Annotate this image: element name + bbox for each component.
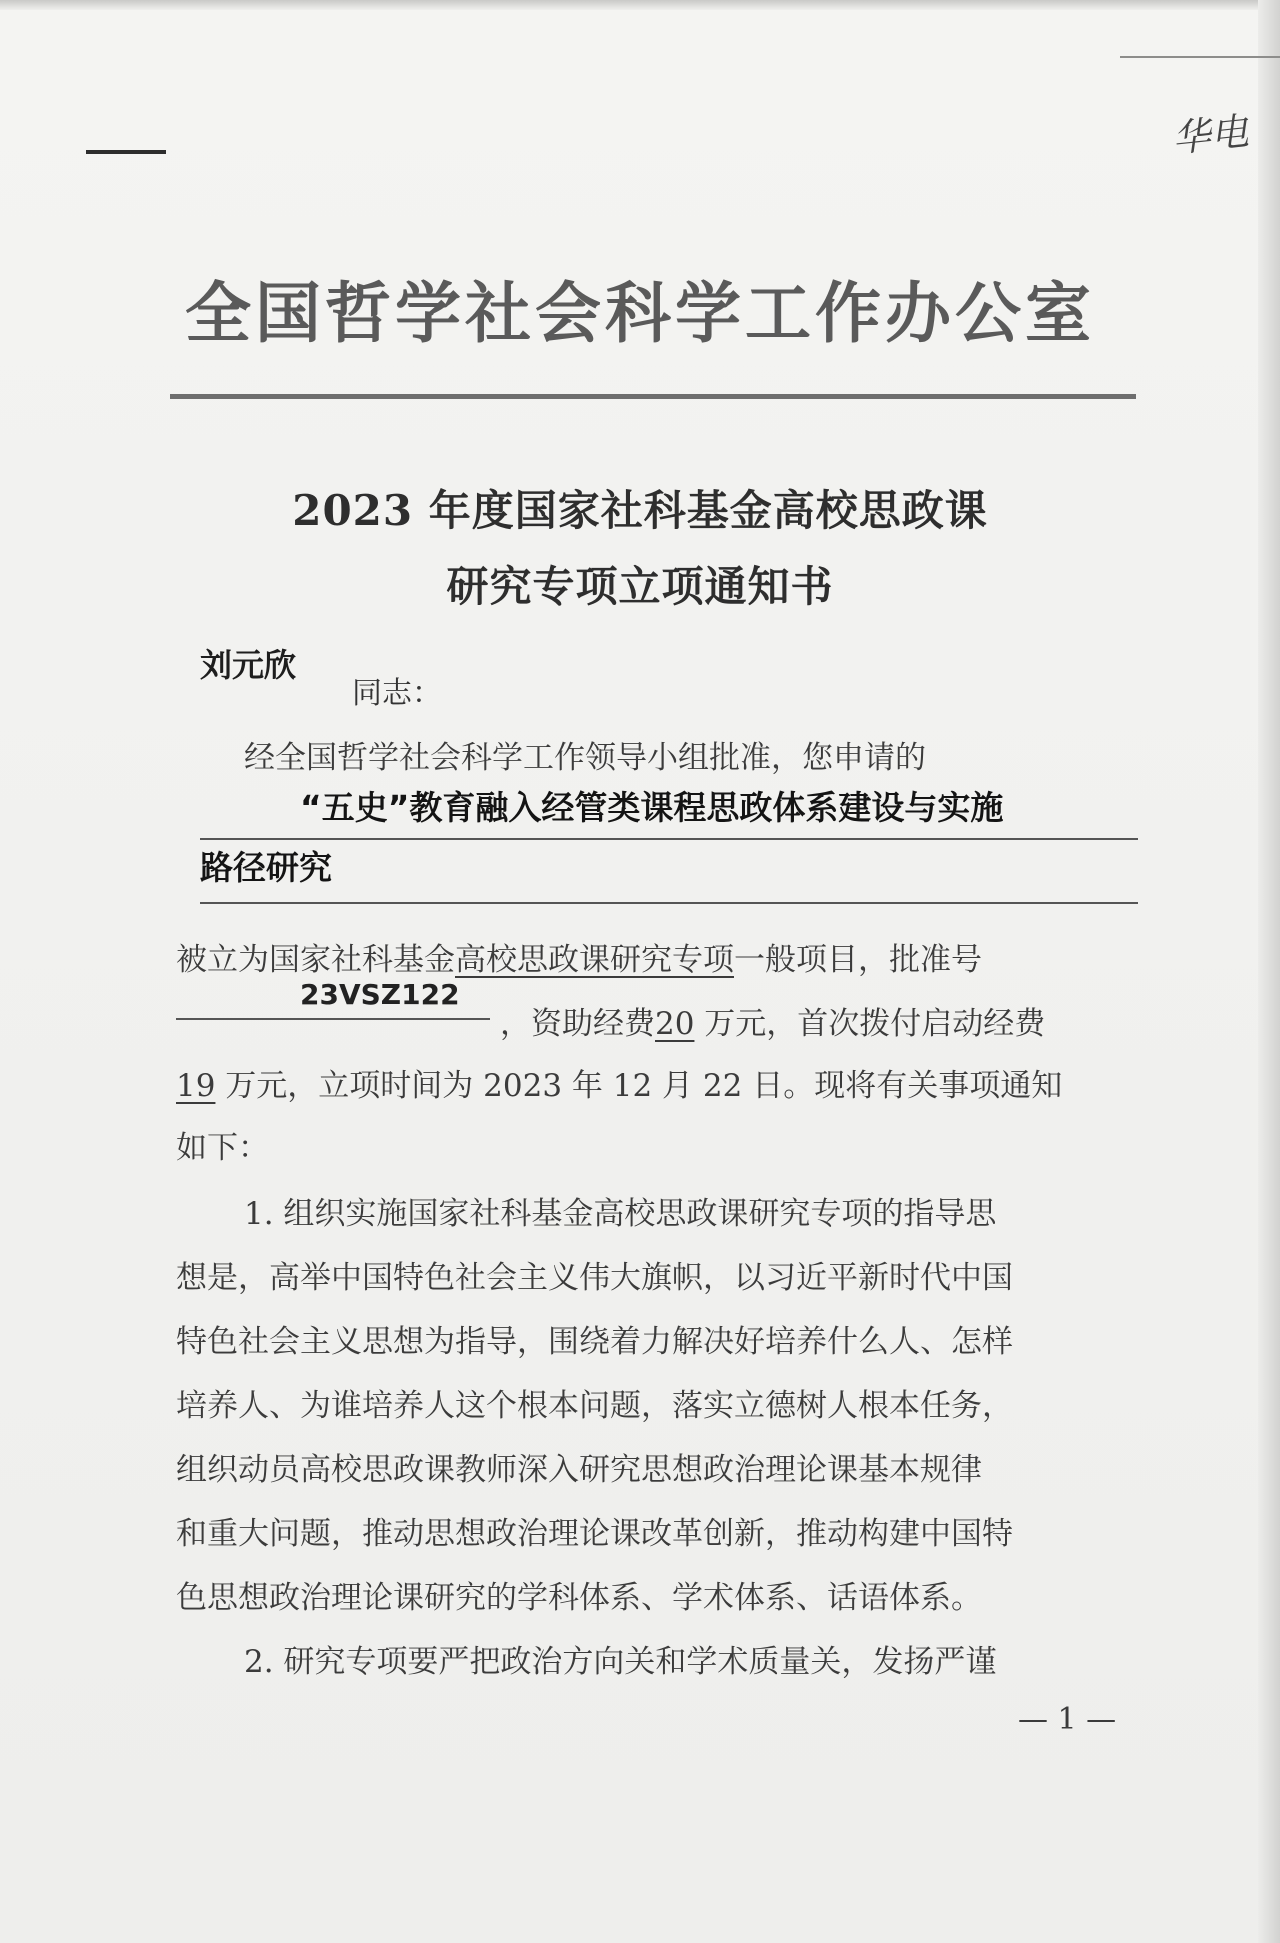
intro-text: 经全国哲学社会科学工作领导小组批准，您申请的 <box>244 740 926 776</box>
paragraph1-line3: 特色社会主义思想为指导，围绕着力解决好培养什么人、怎样 <box>176 1324 1013 1360</box>
approval-number-rule <box>176 1018 490 1020</box>
paper-right-edge <box>1258 0 1280 1943</box>
org-title: 全国哲学社会科学工作办公室 <box>185 275 1095 352</box>
handwritten-note: 华电 <box>1170 109 1251 161</box>
project-title-line1: “五史”教育融入经管类课程思政体系建设与实施 <box>300 788 1004 827</box>
approval-closing: 如下： <box>176 1130 269 1166</box>
initial-amount: 19 <box>176 1068 216 1104</box>
paragraph1-line7: 色思想政治理论课研究的学科体系、学术体系、话语体系。 <box>176 1580 982 1616</box>
paragraph1-line5: 组织动员高校思政课教师深入研究思想政治理论课基本规律 <box>176 1452 982 1488</box>
approval-line1 <box>176 934 982 979</box>
approval-line3 <box>176 1060 1062 1105</box>
project-title-line2: 路径研究 <box>200 848 332 887</box>
funding-unit: 万元，首次拨付启动经费 <box>694 1006 1046 1042</box>
corner-line <box>1120 56 1280 58</box>
paragraph1-line2: 想是，高举中国特色社会主义伟大旗帜，以习近平新时代中国 <box>176 1260 1013 1296</box>
paragraph2-line1: 2. 研究专项要严把政治方向关和学术质量关，发扬严谨 <box>244 1644 997 1680</box>
approval-prefix: 被立为国家社科基金 <box>176 942 455 978</box>
recipient-name: 刘元欣 <box>200 646 297 684</box>
salutation: 同志： <box>352 676 442 711</box>
paragraph1-line4: 培养人、为谁培养人这个根本问题，落实立德树人根本任务， <box>176 1388 1013 1424</box>
doc-title-line2: 研究专项立项通知书 <box>446 562 834 611</box>
page-number: — 1 — <box>1018 1702 1117 1737</box>
paper-top-edge <box>0 0 1280 10</box>
approval-number: 23VSZ122 <box>300 978 460 1011</box>
doc-title-line1: 2023 年度国家社科基金高校思政课 <box>292 486 988 535</box>
approval-line2 <box>500 998 1045 1043</box>
paragraph1-line6: 和重大问题，推动思想政治理论课改革创新，推动构建中国特 <box>176 1516 1013 1552</box>
approval-date: 万元，立项时间为 2023 年 12 月 22 日。现将有关事项通知 <box>215 1068 1063 1104</box>
project-title-rule2 <box>200 902 1138 904</box>
funding-prefix: ，资助经费 <box>500 1006 655 1042</box>
funding-amount: 20 <box>655 1006 695 1042</box>
project-title-rule1 <box>200 838 1138 840</box>
approval-mid: 一般项目，批准号 <box>734 942 982 978</box>
org-title-rule <box>170 394 1136 399</box>
paragraph1-line1: 1. 组织实施国家社科基金高校思政课研究专项的指导思 <box>244 1196 997 1232</box>
project-category: 高校思政课研究专项 <box>455 942 734 978</box>
dash-mark <box>86 150 166 154</box>
